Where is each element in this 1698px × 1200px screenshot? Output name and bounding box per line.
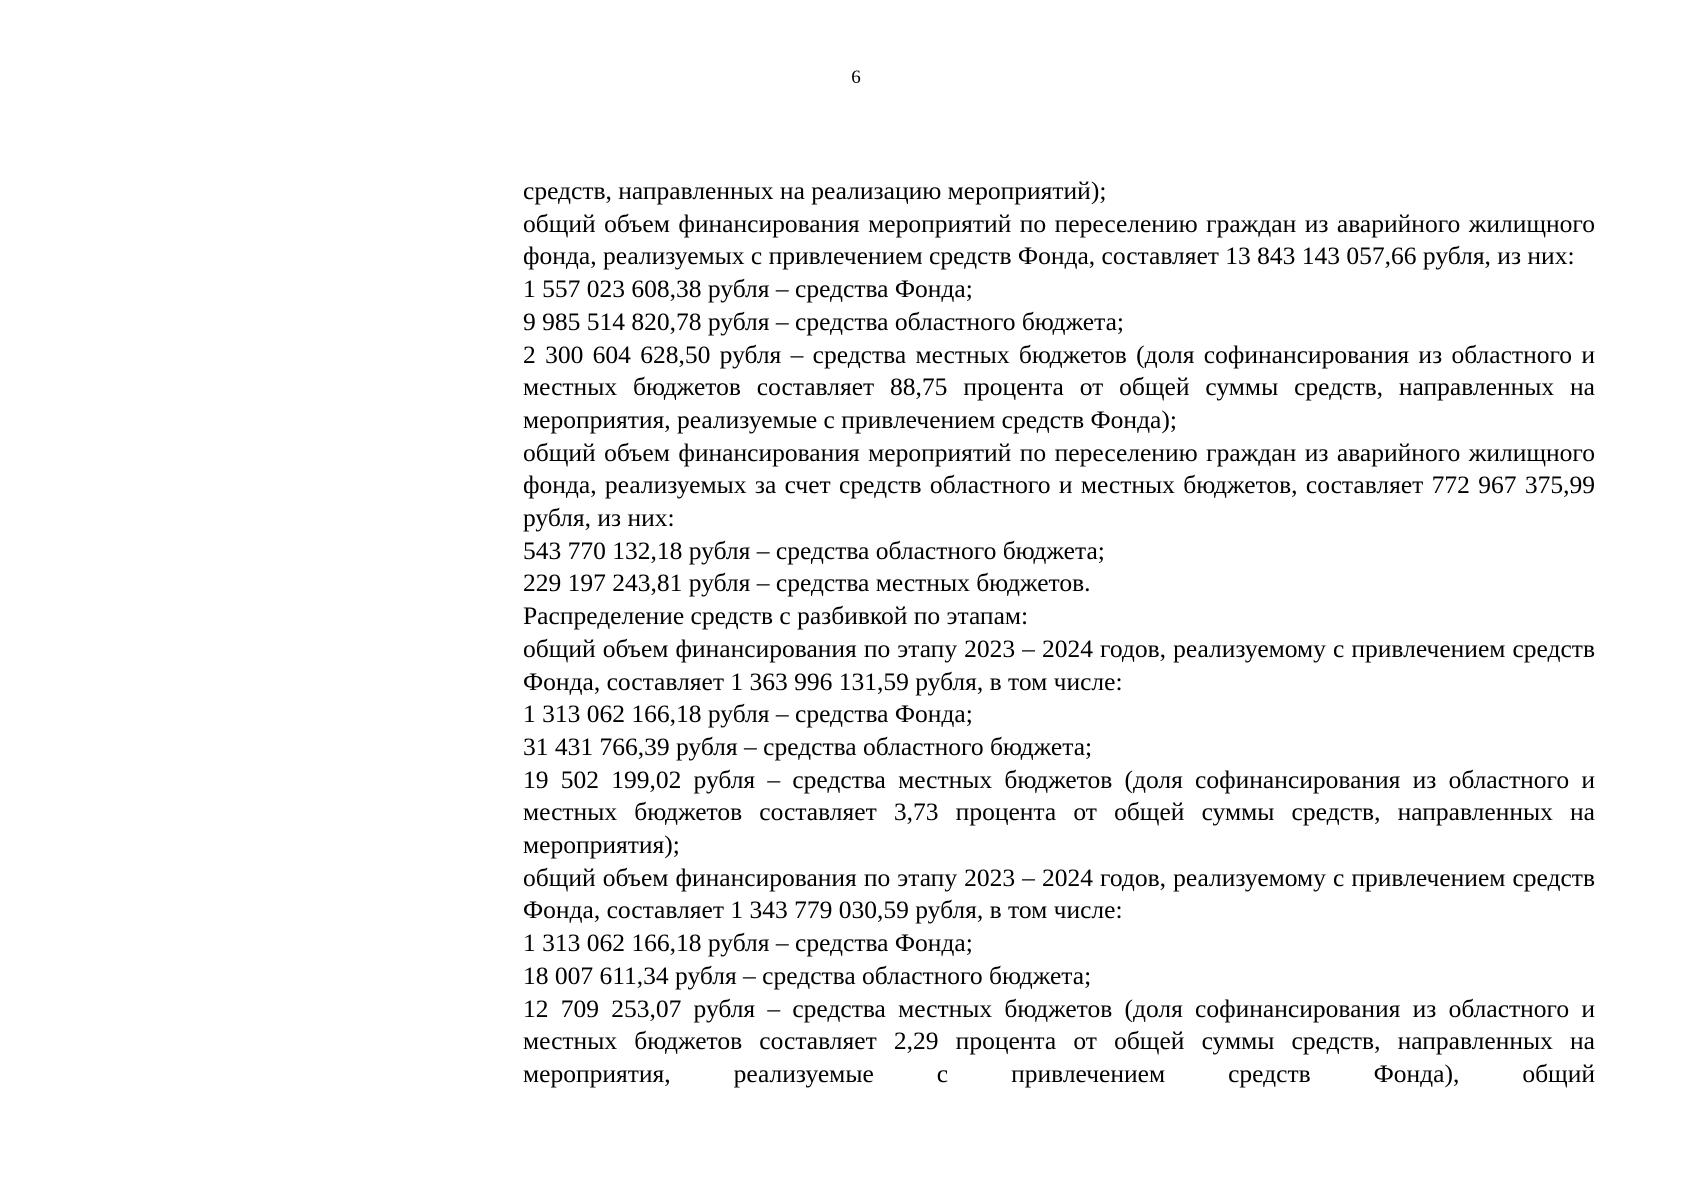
- paragraph: общий объем финансирования мероприятий по переселению граждан из аварийного жилищного фонда, реализуемых за счет средств областного и местных бюджетов, составляет 772 967 375,99 рубля, из них:: [523, 437, 1595, 533]
- paragraph: 1 557 023 608,38 рубля – средства Фонда;: [523, 274, 973, 304]
- paragraph: 12 709 253,07 рубля – средства местных бюджетов (доля софинансирования из областного и местных бюджетов составляет 2,29 процента от общей суммы средств, направленных на мероприятия, реализуемые с привлечением средств Фонда), общий: [523, 993, 1595, 1088]
- paragraph: 18 007 611,34 рубля – средства областного бюджета;: [523, 960, 1092, 990]
- document-body: [523, 175, 1595, 1091]
- page-number: 6: [851, 67, 861, 88]
- paragraph: 543 770 132,18 рубля – средства областного бюджета;: [523, 535, 1105, 565]
- paragraph: общий объем финансирования мероприятий по переселению граждан из аварийного жилищного фонда, реализуемых с привлечением средств Фонда, составляет 13 843 143 057,66 рубля, из них:: [523, 208, 1595, 271]
- paragraph: общий объем финансирования по этапу 2023 – 2024 годов, реализуемому с привлечением средств Фонда, составляет 1 343 779 030,59 рубля, в том числе:: [523, 862, 1595, 925]
- paragraph: 1 313 062 166,18 рубля – средства Фонда;: [523, 928, 973, 958]
- paragraph: 1 313 062 166,18 рубля – средства Фонда;: [523, 699, 973, 729]
- paragraph: средств, направленных на реализацию мероприятий);: [523, 176, 1107, 205]
- paragraph: 2 300 604 628,50 рубля – средства местных бюджетов (доля софинансирования из областного и местных бюджетов составляет 88,75 процента от общей суммы средств, направленных на мероприятия, реализуемые с привлечением средств Фонда);: [523, 339, 1595, 434]
- paragraph: Распределение средств с разбивкой по этапам:: [523, 601, 1029, 631]
- paragraph: 31 431 766,39 рубля – средства областного бюджета;: [523, 731, 1093, 761]
- paragraph: 9 985 514 820,78 рубля – средства областного бюджета;: [523, 306, 1124, 336]
- paragraph: 19 502 199,02 рубля – средства местных бюджетов (доля софинансирования из областного и местных бюджетов составляет 3,73 процента от общей суммы средств, направленных на мероприятия);: [523, 764, 1595, 860]
- paragraph: 229 197 243,81 рубля – средства местных бюджетов.: [523, 568, 1091, 598]
- paragraph: общий объем финансирования по этапу 2023 – 2024 годов, реализуемому с привлечением средств Фонда, составляет 1 363 996 131,59 рубля, в том числе:: [523, 633, 1595, 696]
